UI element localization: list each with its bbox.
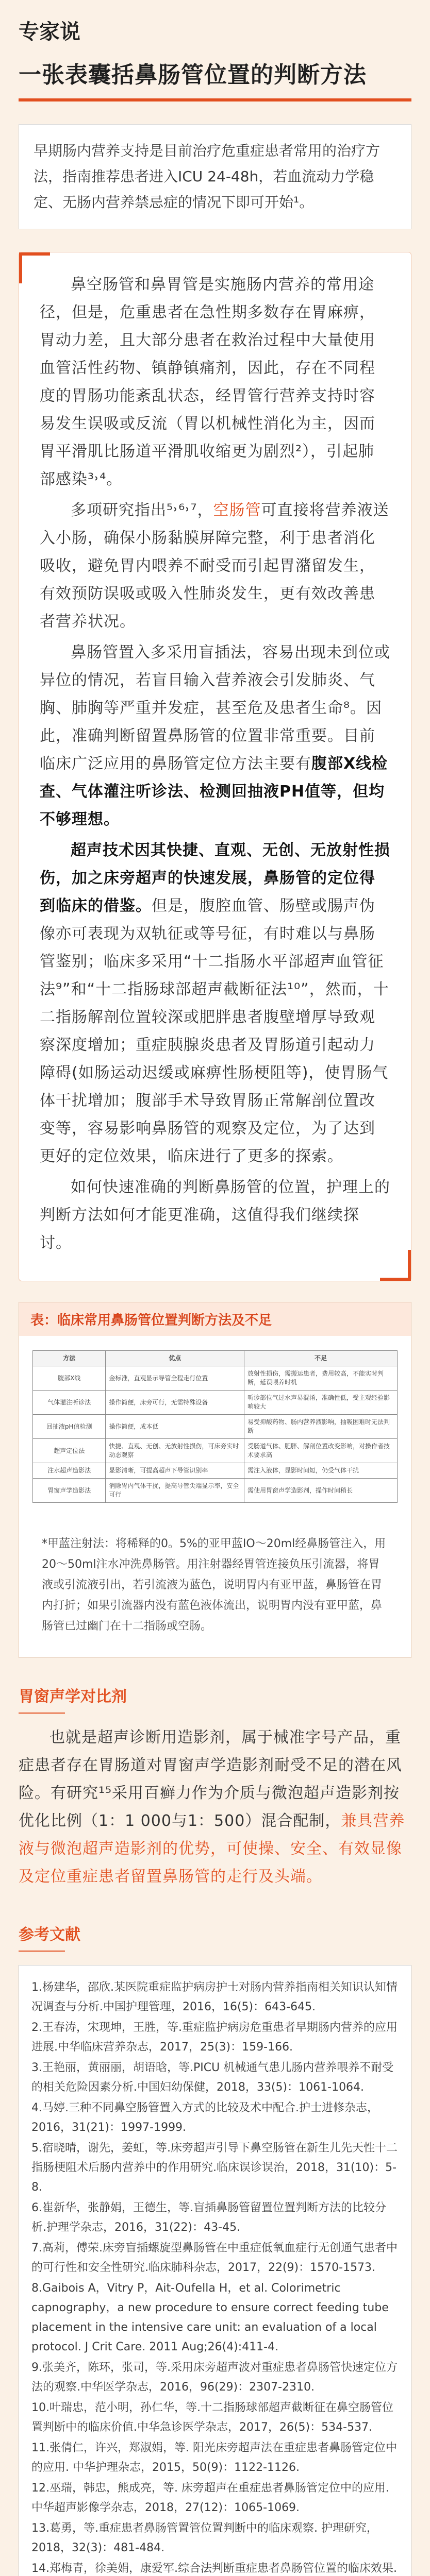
references-section	[19, 1922, 411, 2576]
reference-item: 13.葛勇，等.重症患者鼻肠管置管位置判断中的临床观察. 护理研究，2018，32(3)：481-484.	[31, 2522, 378, 2554]
heading-underline	[19, 1951, 65, 1952]
table-cell: 需使用胃窗声学造影剂，操作时间稍长	[244, 1479, 398, 1503]
paragraph: 如何快速准确的判断鼻肠管的位置，护理上的判断方法如何才能更准确，这值得我们继续探讨。	[40, 1178, 390, 1252]
highlight-text: 兼具营养液与微泡超声造影剂的优势，可使操、安全、有效显像及定位重症患者留置鼻肠管的走行及头端。	[19, 1812, 405, 1886]
section-heading: 参考文献	[19, 1926, 80, 1944]
table-cell: 操作简便，成本低	[106, 1415, 244, 1439]
table-wrapper	[19, 1336, 411, 1518]
main-content-card	[19, 252, 411, 1281]
article-header	[0, 0, 430, 111]
reference-item: 14.郑梅青，徐美娟，康爱军.综合法判断重症患者鼻肠管位置的临床效果.	[31, 2562, 397, 2575]
bold-text: 超声技术因其快捷、直观、无创、无放射性损伤，加之床旁超声的快速发展，鼻肠管的定位得到临床的借鉴。	[40, 841, 390, 915]
table-header: 不足	[244, 1351, 398, 1366]
table-header: 优点	[106, 1351, 244, 1366]
table-cell: 需注入液体，显影时间短，仍受气体干扰	[244, 1463, 398, 1479]
reference-item: 8.Gaibois A，Vitry P，Ait-Oufella H，et al. Colorimetric capnography，a new procedure to ensure correct feeding tube placement in the intensive care unit: an evaluation of a local protocol. J Crit Care. 2011 Aug;26(4):411-4.	[31, 2282, 389, 2353]
reference-item: 3.王艳丽，黄丽丽，胡语晗，等.PICU 机械通气患儿肠内营养喂养不耐受的相关危险因素分析.中国妇幼保健，2018，33(5)：1061-1064.	[31, 2061, 394, 2094]
table-cell: 消除胃内气体干扰，提高导管尖端显示率，安全可行	[106, 1479, 244, 1503]
corner-decoration	[380, 1250, 411, 1281]
table-cell: 胃窗声学造影法	[33, 1479, 106, 1503]
references-box	[19, 1965, 411, 2576]
table-cell: 超声定位法	[33, 1439, 106, 1463]
table-row	[33, 1463, 398, 1479]
reference-item: 11.张倩仁，许兴，郑淑娟，等. 阳光床旁超声法在重症患者鼻肠管定位中的应用. 中华护理杂志，2015，50(9)：1122-1126.	[31, 2442, 397, 2474]
methods-table	[32, 1350, 398, 1503]
table-cell: 放射性损伤，需搬运患者，费用较高，不能实时判断，延误喂养时机	[244, 1366, 398, 1391]
article-title: 一张表囊括鼻肠管位置的判断方法	[19, 62, 367, 88]
reference-item: 6.崔新华，张静娟，王德生，等.盲插鼻肠管留置位置判断方法的比较分析.护理学杂志，2016，31(22)：43-45.	[31, 2201, 386, 2234]
reference-item: 10.叶瑞忠，范小明，孙仁华，等.十二指肠球部超声截断征在鼻空肠管位置判断中的临床价值.中华急诊医学杂志，2017，26(5)：534-537.	[31, 2401, 393, 2434]
table-cell: 金标准，直观显示导管全程走行位置	[106, 1366, 244, 1391]
table-section	[19, 1302, 411, 1658]
paragraph: 鼻空肠管和鼻胃管是实施肠内营养的常用途径，但是，危重患者在急性期多数存在胃麻痹，胃动力差，且大部分患者在救治过程中大量使用血管活性药物、镇静镇痛剂，因此，存在不同程度的胃肠功能紊乱状态，经胃管行营养支持时容易发生误吸或反流（胃以机械性消化为主，因而胃平滑肌比肠道平滑肌收缩更为剧烈²），引起肺部感染³˒⁴。	[40, 276, 375, 488]
table-row	[33, 1479, 398, 1503]
intro-box: 早期肠内营养支持是目前治疗危重症患者常用的治疗方法，指南推荐患者进入ICU 24-48h，若血流动力学稳定、无肠内营养禁忌症的情况下即可开始¹。	[19, 124, 411, 229]
bold-text: 腹部X线检查、气体灌注听诊法、检测回抽液PH值等，但均不够理想。	[40, 755, 388, 828]
section-text: 也就是超声诊断用造影剂，属于械准字号产品，重症患者存在胃肠道对胃窗声学造影剂耐受不足的潜在风险。有研究¹⁵采用百癣力作为介质与微泡超声造影剂按优化比例（1：1 000与1：500）混合配制，兼具营养液与微泡超声造影剂的优势，可使操、安全、有效显像及定位重症患者留置鼻肠管的走行及头端。	[19, 1728, 405, 1886]
reference-item: 5.宿晓晴，谢先，姜虹，等.床旁超声引导下鼻空肠管在新生儿先天性十二指肠梗阻术后肠内营养中的作用研究.临床误诊误治，2018，31(10)：5-8.	[31, 2142, 398, 2194]
table-cell: 听诊部位气过水声易混淆，准确性低，受主观经验影响较大	[244, 1391, 398, 1415]
reference-item: 2.王春涛，宋现坤，王胜，等.重症监护病房危重患者早期肠内营养的应用进展.中华临床营养杂志，2017，25(3)：159-166.	[31, 2021, 398, 2054]
section-heading: 胃窗声学对比剂	[19, 1688, 127, 1706]
heading-underline	[19, 1713, 65, 1714]
table-title: 表：临床常用鼻肠管位置判断方法及不足	[19, 1302, 411, 1336]
paragraph: 超声技术因其快捷、直观、无创、无放射性损伤，加之床旁超声的快速发展，鼻肠管的定位得到临床的借鉴。但是，腹腔血管、肠壁或腸声伪像亦可表现为双轨征或等号征，有时难以与鼻肠管鉴别；临床多采用“十二指肠水平部超声血管征法⁹”和“十二指肠球部超声截断征法¹⁰”，然而，十二指肠解剖位置较深或肥胖患者腹壁增厚导致观察深度增加；重症胰腺炎患者及胃肠道引起动力障碍(如肠运动迟缓或麻痹性肠梗阻等)，使胃肠气体干扰增加；腹部手术导致胃肠正常解剖位置改变等，容易影响鼻肠管的观察及定位，为了达到更好的定位效果，临床进行了更多的探索。	[40, 841, 390, 1165]
table-cell: 快捷、直观、无创、无放射性损伤，可床旁实时动态观察	[106, 1439, 244, 1463]
paragraph: 多项研究指出⁵˒⁶˒⁷，空肠管可直接将营养液送入小肠，确保小肠黏膜屏障完整，利于患者消化吸收，避免胃内喂养不耐受而引起胃潴留发生，有效预防误吸或吸入性肺炎发生，更有效改善患者营养状况。	[40, 501, 389, 631]
table-row	[33, 1366, 398, 1391]
table-cell: 注水超声造影法	[33, 1463, 106, 1479]
corner-decoration	[19, 252, 50, 283]
reference-item: 12.巫瑞，韩忠，熊成亮，等. 床旁超声在重症患者鼻肠管定位中的应用. 中华超声影像学杂志，2018，27(12)：1065-1069.	[31, 2482, 389, 2514]
title-underline	[19, 98, 411, 101]
table-cell: 易受抑酸药物、肠内营养液影响，抽吸困难时无法判断	[244, 1415, 398, 1439]
highlight-text: 空肠管	[213, 501, 261, 519]
table-cell: 气体灌注听诊法	[33, 1391, 106, 1415]
reference-item: 7.高莉，傅荣.床旁盲插螺旋型鼻肠管在中重症低氧血症行无创通气患者中的可行性和安全性研究.临床肺科杂志，2017，22(9)：1570-1573.	[31, 2242, 398, 2274]
table-cell: 受肠道气体、肥胖、解剖位置改变影响，对操作者技术要求高	[244, 1439, 398, 1463]
table-cell: 显影清晰，可提高超声下导管识别率	[106, 1463, 244, 1479]
table-footnote: *甲蓝注射法：将稀释的0。5%的亚甲蓝IO～20ml经鼻肠管注入，用20～50ml注水冲洗鼻肠管。用注射器经胃管连接负压引流器，将胃液或引流液引出，若引流液为蓝色，说明胃内有亚甲蓝，鼻肠管在胃内打折；如果引流器内没有蓝色液体流出，说明胃内没有亚甲蓝，鼻肠管已过幽门在十二指肠或空肠。	[42, 1537, 386, 1633]
column-kicker: 专家说	[19, 20, 80, 44]
paragraph: 鼻肠管置入多采用盲插法，容易出现未到位或异位的情况，若盲目输入营养液会引发肺炎、气胸、肺胸等严重并发症，甚至危及患者生命⁸。因此，准确判断留置鼻肠管的位置非常重要。目前临床广泛应用的鼻肠管定位方法主要有腹部X线检查、气体灌注听诊法、检测回抽液PH值等，但均不够理想。	[40, 643, 390, 828]
table-cell: 腹部X线	[33, 1366, 106, 1391]
table-cell: 操作简便，床旁可行，无需特殊设备	[106, 1391, 244, 1415]
contrast-agent-section	[19, 1684, 411, 1891]
table-header: 方法	[33, 1351, 106, 1366]
table-row	[33, 1415, 398, 1439]
table-row	[33, 1439, 398, 1463]
reference-item: 4.马婷.三种不同鼻空肠管置入方式的比较及术中配合.护士进修杂志，2016，31(21)：1997-1999.	[31, 2102, 378, 2134]
table-cell: 回抽液pH值检测	[33, 1415, 106, 1439]
reference-item: 1.杨建华，邵欣.某医院重症监护病房护士对肠内营养指南相关知识认知情况调查与分析.中国护理管理，2016，16(5)：643-645.	[31, 1981, 398, 2013]
reference-item: 9.张美齐，陈环，张司，等.采用床旁超声波对重症患者鼻肠管快速定位方法的观察.中华医学杂志，2016，96(29)：2307-2310.	[31, 2361, 398, 2394]
table-row	[33, 1391, 398, 1415]
